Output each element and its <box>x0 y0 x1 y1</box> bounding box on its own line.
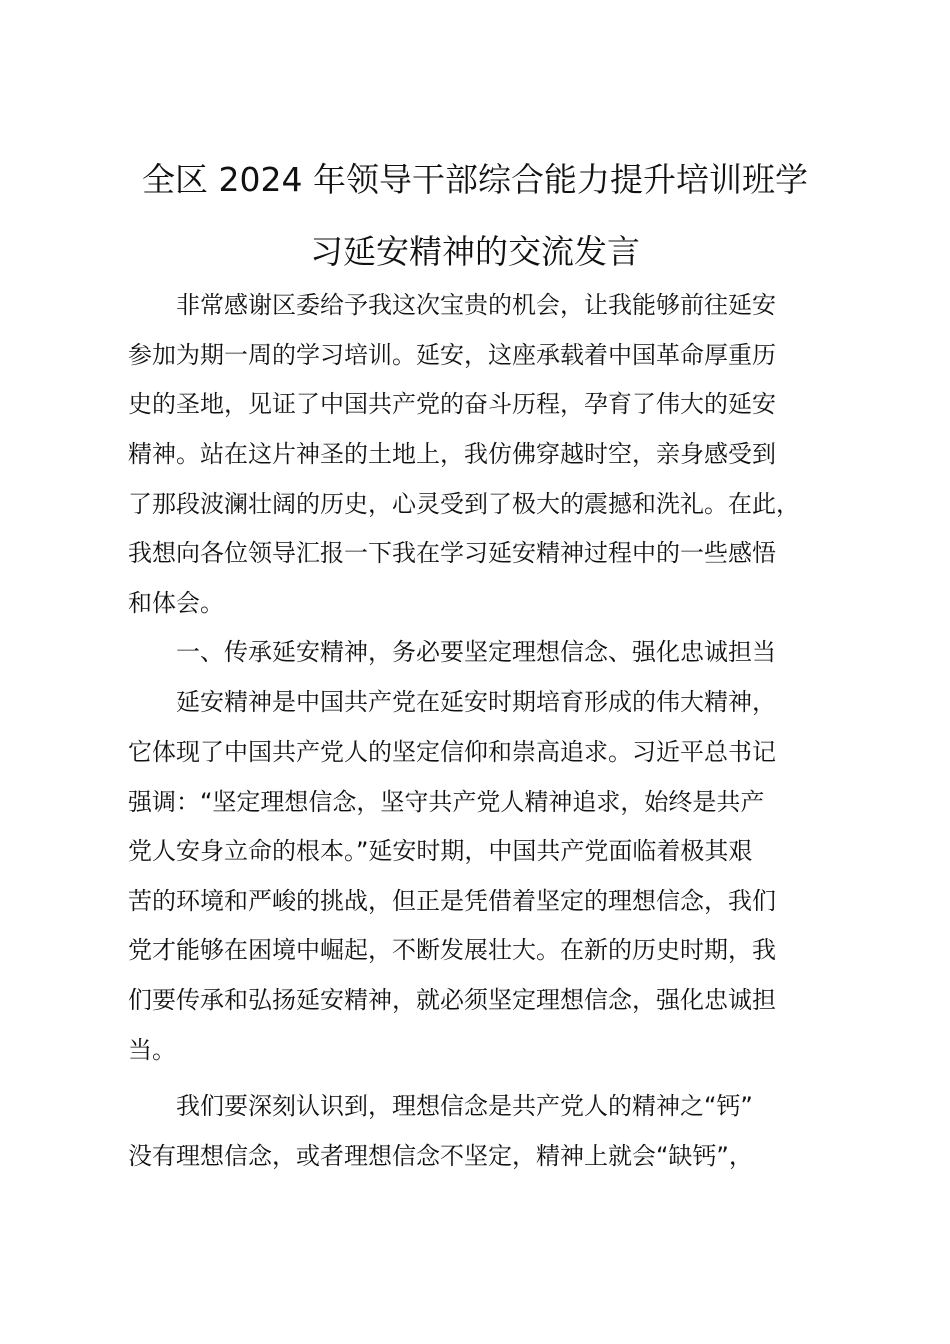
document-title-line-1: 全区 2024 年领导干部综合能力提升培训班学 <box>142 160 808 199</box>
body-line: 它体现了中国共产党人的坚定信仰和崇高追求。习近平总书记 <box>128 738 776 766</box>
document-title-line-2: 习延安精神的交流发言 <box>310 232 640 271</box>
body-line: 精神。站在这片神圣的土地上，我仿佛穿越时空，亲身感受到 <box>128 440 776 468</box>
body-line: 党才能够在困境中崛起，不断发展壮大。在新的历史时期，我 <box>128 936 776 964</box>
body-line: 非常感谢区委给予我这次宝贵的机会，让我能够前往延安 <box>128 291 776 319</box>
section-heading: 一、传承延安精神，务必要坚定理想信念、强化忠诚担当 <box>128 638 776 666</box>
body-line: 延安精神是中国共产党在延安时期培育形成的伟大精神， <box>128 688 776 716</box>
body-line: 了那段波澜壮阔的历史，心灵受到了极大的震撼和洗礼。在此， <box>128 490 800 518</box>
body-line: 和体会。 <box>128 589 224 617</box>
body-line: 我想向各位领导汇报一下我在学习延安精神过程中的一些感悟 <box>128 539 776 567</box>
body-line: 党人安身立命的根本。”延安时期，中国共产党面临着极其艰 <box>128 837 753 865</box>
body-line: 参加为期一周的学习培训。延安，这座承载着中国革命厚重历 <box>128 341 776 369</box>
body-line: 史的圣地，见证了中国共产党的奋斗历程，孕育了伟大的延安 <box>128 390 776 418</box>
body-line: 苦的环境和严峻的挑战，但正是凭借着坚定的理想信念，我们 <box>128 887 776 915</box>
body-line: 我们要深刻认识到，理想信念是共产党人的精神之“钙” <box>128 1092 753 1120</box>
body-line: 们要传承和弘扬延安精神，就必须坚定理想信念，强化忠诚担 <box>128 986 776 1014</box>
body-line: 没有理想信念，或者理想信念不坚定，精神上就会“缺钙”， <box>128 1142 753 1170</box>
body-line: 强调：“坚定理想信念，坚守共产党人精神追求，始终是共产 <box>128 788 765 816</box>
body-line: 当。 <box>128 1036 176 1064</box>
